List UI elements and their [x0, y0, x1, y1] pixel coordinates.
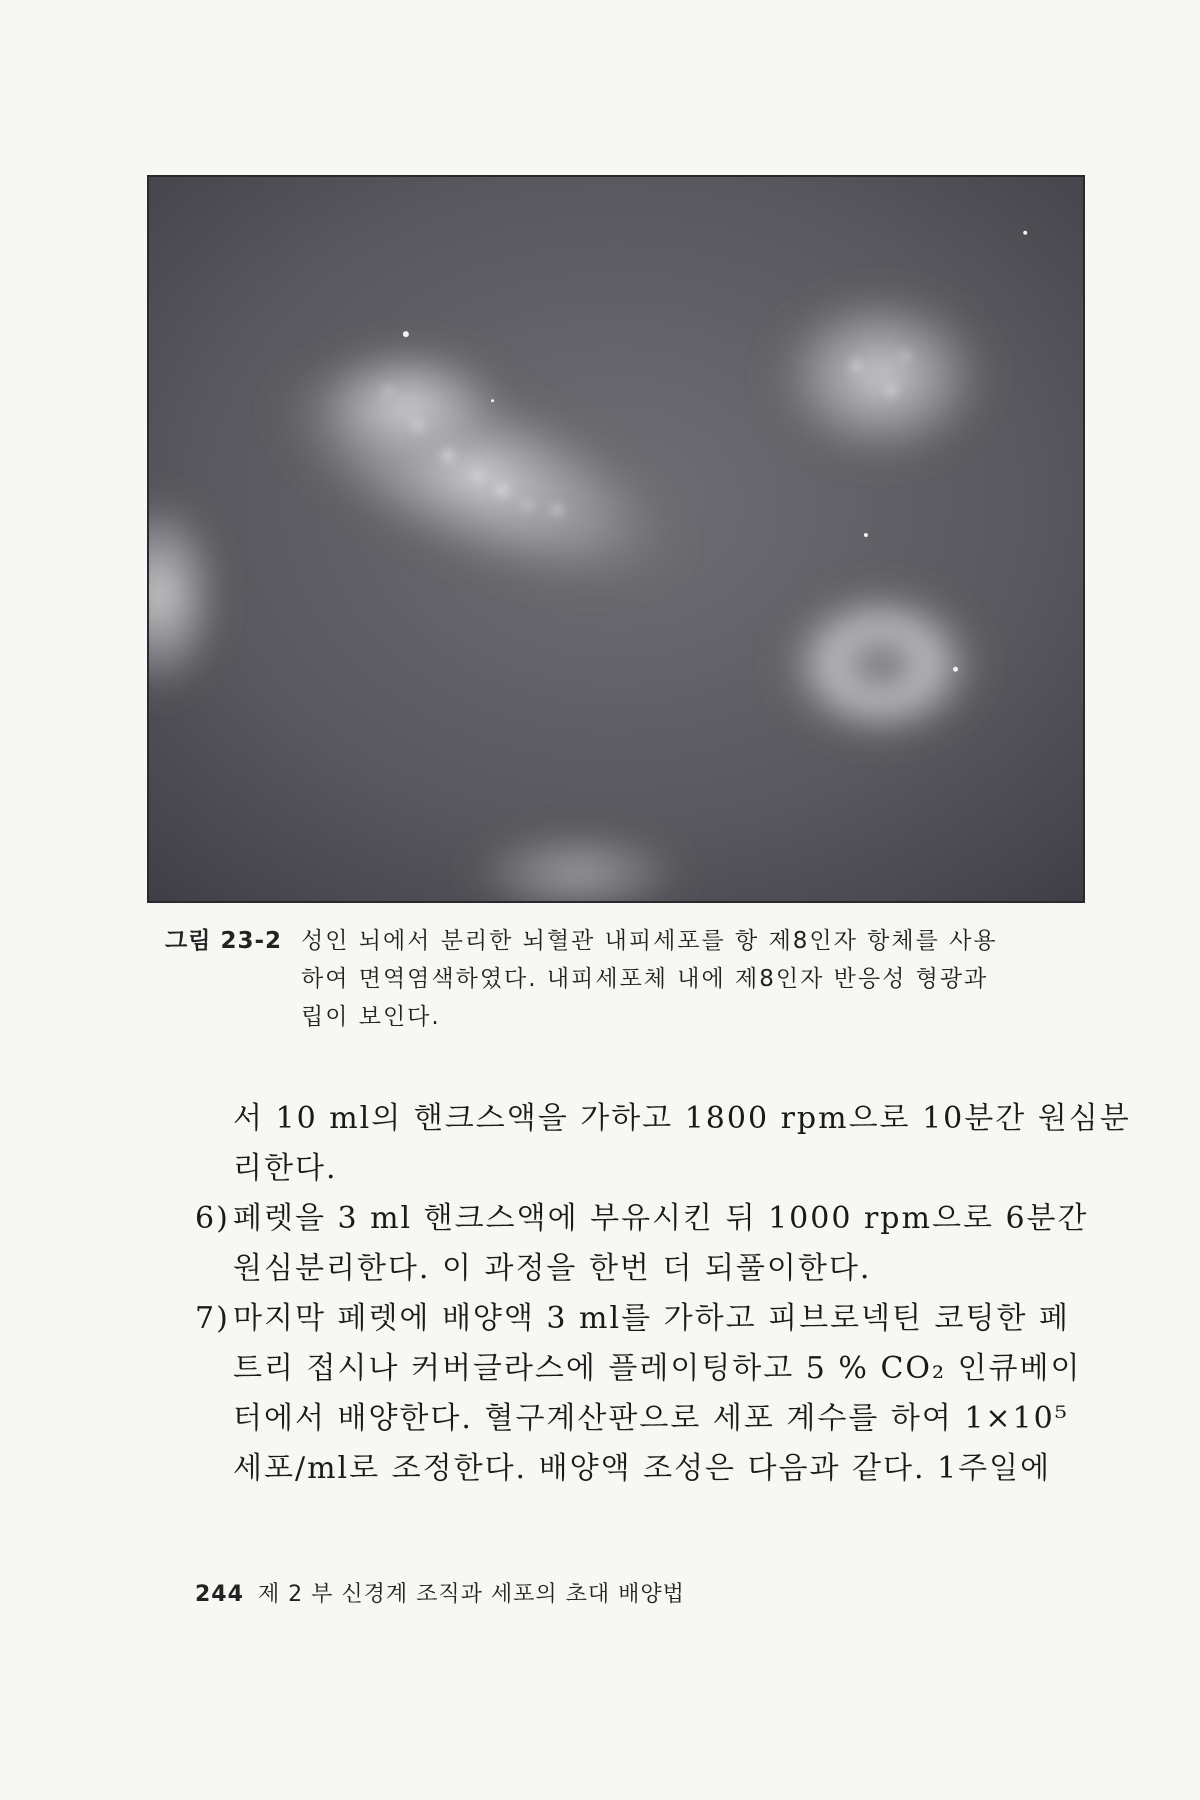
cell-lower-right	[771, 580, 990, 749]
caption-line: 성인 뇌에서 분리한 뇌혈관 내피세포를 항 제8인자 항체를 사용	[301, 928, 998, 954]
body-text	[195, 1094, 1131, 1494]
figure-caption	[165, 922, 1065, 1036]
list-item-7	[195, 1294, 1075, 1344]
figure-caption-text	[301, 922, 1066, 1036]
body-line: 세포/ml로 조정한다. 배양액 조성은 다음과 같다. 1주일에	[233, 1451, 1052, 1486]
body-line: 서 10 ml의 핸크스액을 가하고 1800 rpm으로 10분간 원심분	[233, 1101, 1131, 1136]
list-item-6	[195, 1194, 1089, 1244]
caption-line: 립이 보인다.	[301, 1004, 441, 1030]
cell-upper-right	[761, 281, 1000, 470]
body-line: 원심분리한다. 이 과정을 한번 더 되풀이한다.	[233, 1251, 872, 1286]
micrograph-image	[149, 177, 1083, 901]
body-line: 리한다.	[233, 1151, 338, 1186]
running-title: 제 2 부 신경계 조직과 세포의 초대 배양법	[257, 1582, 685, 1607]
item-number: 7)	[195, 1301, 230, 1336]
figure-label: 그림 23-2	[165, 928, 282, 954]
caption-line: 하여 면역염색하였다. 내피세포체 내에 제8인자 반응성 형광과	[301, 966, 989, 992]
fluorescence-micrograph	[147, 175, 1085, 903]
item-number: 6)	[195, 1201, 230, 1236]
body-line: 마지막 페렛에 배양액 3 ml를 가하고 피브로넥틴 코팅한 페	[233, 1301, 1070, 1336]
body-line: 트리 접시나 커버글라스에 플레이팅하고 5 % CO₂ 인큐베이	[233, 1351, 1082, 1386]
page-number: 244	[195, 1582, 244, 1607]
page-footer	[195, 1577, 685, 1608]
body-line: 페렛을 3 ml 핸크스액에 부유시킨 뒤 1000 rpm으로 6분간	[233, 1201, 1089, 1236]
body-line: 터에서 배양한다. 혈구계산판으로 세포 계수를 하여 1×10⁵	[233, 1401, 1069, 1436]
